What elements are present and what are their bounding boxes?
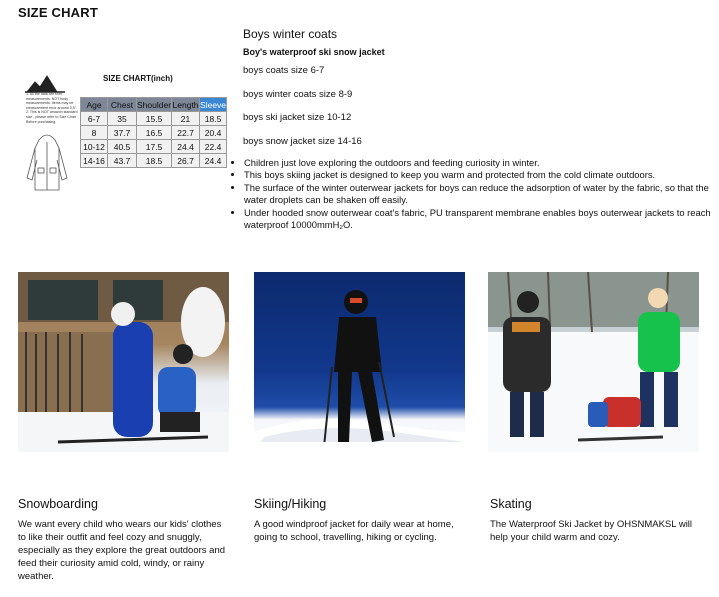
snowboarding-photo xyxy=(18,272,229,452)
table-cell: 43.7 xyxy=(108,154,137,168)
table-cell: 18.5 xyxy=(200,112,227,126)
table-cell: 37.7 xyxy=(108,126,137,140)
size-chart-heading: SIZE CHART(inch) xyxy=(103,74,173,83)
col-chest: Chest xyxy=(108,98,137,112)
size-chart-notes: 1. All the data are shirt measurements. NOT body measurements. Items may be measurement error around 0.5". 2. This is NOT amazon standard size , please refer to Size Chart Before purchasing. xyxy=(26,92,78,124)
table-cell: 26.7 xyxy=(172,154,200,168)
size-line: boys winter coats size 8-9 xyxy=(243,89,353,100)
table-cell: 24.4 xyxy=(200,154,227,168)
product-title: Boys winter coats xyxy=(243,27,338,41)
size-table xyxy=(80,97,227,168)
table-cell: 21 xyxy=(172,112,200,126)
product-subtitle: Boy's waterproof ski snow jacket xyxy=(243,47,385,57)
col-shoulder: Shoulder xyxy=(137,99,172,110)
table-cell: 6-7 xyxy=(81,112,108,126)
list-item: • This boys skiing jacket is designed to keep you warm and protected from the cold climate outdoors. xyxy=(244,169,714,181)
table-cell: 10-12 xyxy=(81,140,108,154)
table-cell: 35 xyxy=(108,112,137,126)
table-cell: 18.5 xyxy=(137,154,172,168)
skating-photo xyxy=(488,272,699,452)
skiing-photo xyxy=(254,272,465,452)
table-row xyxy=(81,112,227,126)
panel-text-snowboarding: We want every child who wears our kids' clothes to like their outfit and feel cozy and snuggly, especially as they explore the great outdoors and feed their curiosity amid cold, windy, or rainy weather. xyxy=(18,519,226,582)
list-item: • Under hooded snow outerwear coat's fabric, PU transparent membrane enables boys outerwear jackets to reach waterproof 10000mmH₂O. xyxy=(244,207,714,232)
table-cell: 22.4 xyxy=(200,140,227,154)
col-age: Age xyxy=(81,98,108,112)
section-title: SIZE CHART xyxy=(18,5,98,20)
table-cell: 22.7 xyxy=(172,126,200,140)
size-table-header xyxy=(81,98,227,112)
panel-title-snowboarding: Snowboarding xyxy=(18,497,98,511)
size-line: boys coats size 6-7 xyxy=(243,65,325,76)
panel-title-skiing: Skiing/Hiking xyxy=(254,497,327,511)
table-cell: 17.5 xyxy=(137,140,172,154)
table-row xyxy=(81,126,227,140)
table-row xyxy=(81,154,227,168)
panel-title-skating: Skating xyxy=(490,497,532,511)
table-cell: 14-16 xyxy=(81,154,108,168)
table-cell: 40.5 xyxy=(108,140,137,154)
size-line: boys snow jacket size 14-16 xyxy=(243,136,362,147)
panel-text-skiing: A good windproof jacket for daily wear at home, going to school, travelling, hiking or cycling. xyxy=(254,519,454,543)
panel-text-skating: The Waterproof Ski Jacket by OHSNMAKSL will help your child warm and cozy. xyxy=(490,519,693,543)
feature-list xyxy=(232,157,714,231)
col-sleeve: Sleeve xyxy=(200,99,227,110)
table-cell: 15.5 xyxy=(137,112,172,126)
table-cell: 24.4 xyxy=(172,140,200,154)
list-item: • The surface of the winter outerwear jackets for boys can reduce the adsorption of water by the fabric, so that the water droplets can be shaken off easily. xyxy=(244,182,714,207)
list-item: • Children just love exploring the outdoors and feeding curiosity in winter. xyxy=(244,157,714,169)
table-cell: 16.5 xyxy=(137,126,172,140)
table-cell: 20.4 xyxy=(200,126,227,140)
table-row xyxy=(81,140,227,154)
col-length: Length xyxy=(172,99,199,110)
table-cell: 8 xyxy=(81,126,108,140)
size-line: boys ski jacket size 10-12 xyxy=(243,112,352,123)
